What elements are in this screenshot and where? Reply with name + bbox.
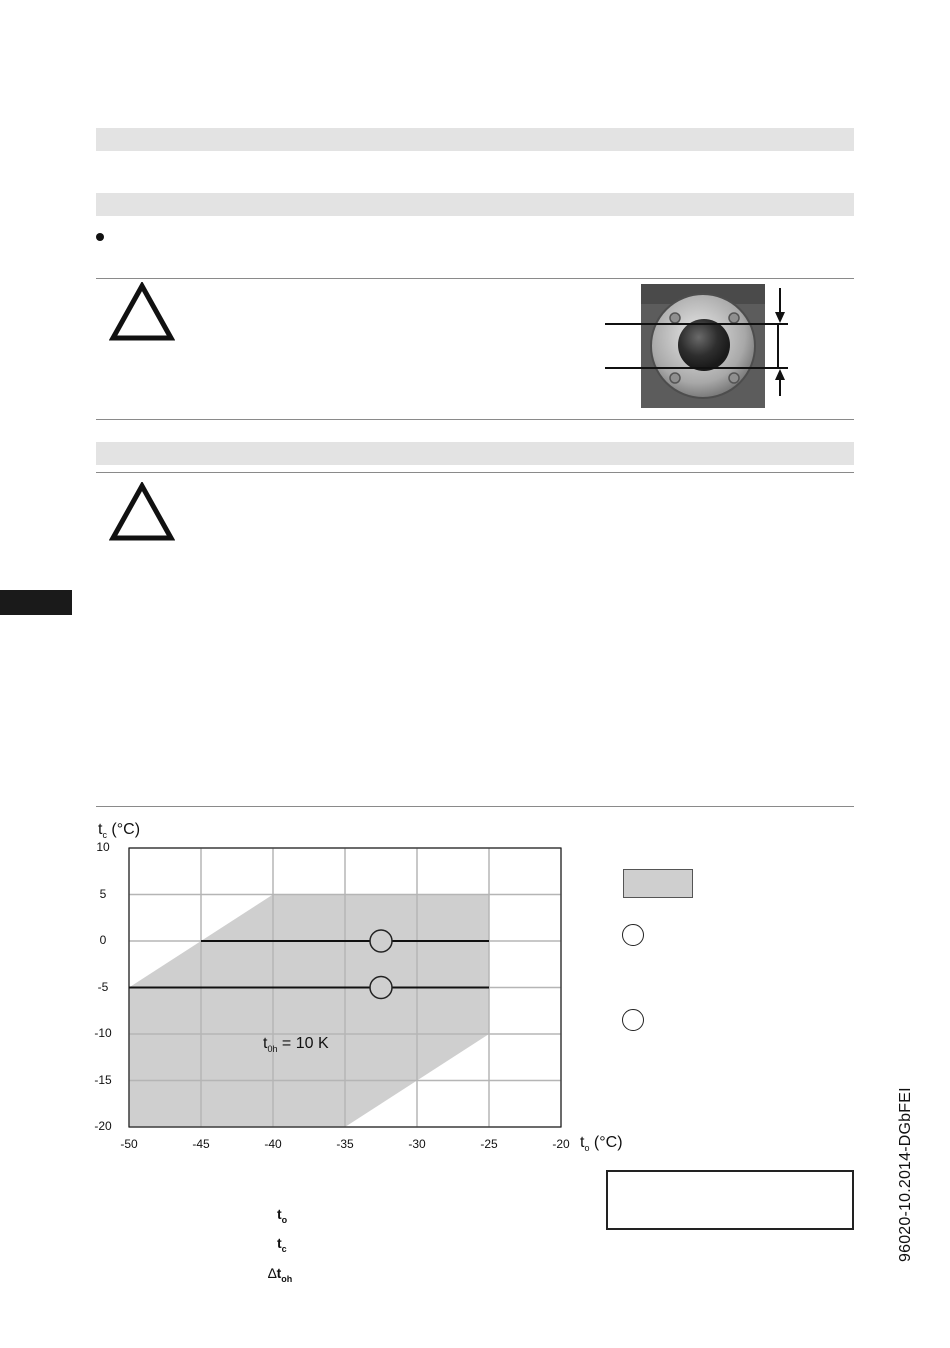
symbol-to: $t_o$ xyxy=(277,1206,288,1225)
x-tick-label: -50 xyxy=(120,1137,138,1151)
application-envelope-area xyxy=(129,895,489,1128)
y-tick-label: -15 xyxy=(94,1072,112,1087)
x-tick-label: -45 xyxy=(192,1137,210,1151)
y-tick-label: 5 xyxy=(99,886,107,901)
y-axis-title: $t_c$ (°C) xyxy=(98,821,141,841)
note-box xyxy=(606,1170,854,1230)
x-tick-label: -40 xyxy=(264,1137,282,1151)
y-tick-label: -20 xyxy=(94,1119,112,1133)
y-tick-label: -10 xyxy=(94,1026,112,1040)
x-tick-label: -20 xyxy=(552,1137,570,1151)
legend-marker-1 xyxy=(622,924,644,946)
line-marker-1 xyxy=(370,930,392,952)
y-tick-label: -5 xyxy=(97,979,109,994)
x-tick-label: -30 xyxy=(408,1137,426,1151)
x-axis-title: $t_o$ (°C) xyxy=(580,1134,623,1154)
document-code: 96020-10.2014-DGbFEI xyxy=(897,1087,914,1262)
x-tick-label: -35 xyxy=(336,1137,354,1151)
superheat-annotation: $t_{0h} = 10$ K xyxy=(263,1035,329,1055)
legend-swatch-application-range xyxy=(623,869,693,898)
line-marker-2 xyxy=(370,977,392,999)
legend-marker-2 xyxy=(622,1009,644,1031)
y-tick-label: 0 xyxy=(99,933,107,947)
symbol-tc: $t_c$ xyxy=(277,1235,287,1254)
symbol-delta-toh: $\Delta t_{oh}$ xyxy=(268,1265,293,1284)
x-tick-label: -25 xyxy=(480,1137,498,1151)
y-tick-label: 10 xyxy=(96,840,110,854)
